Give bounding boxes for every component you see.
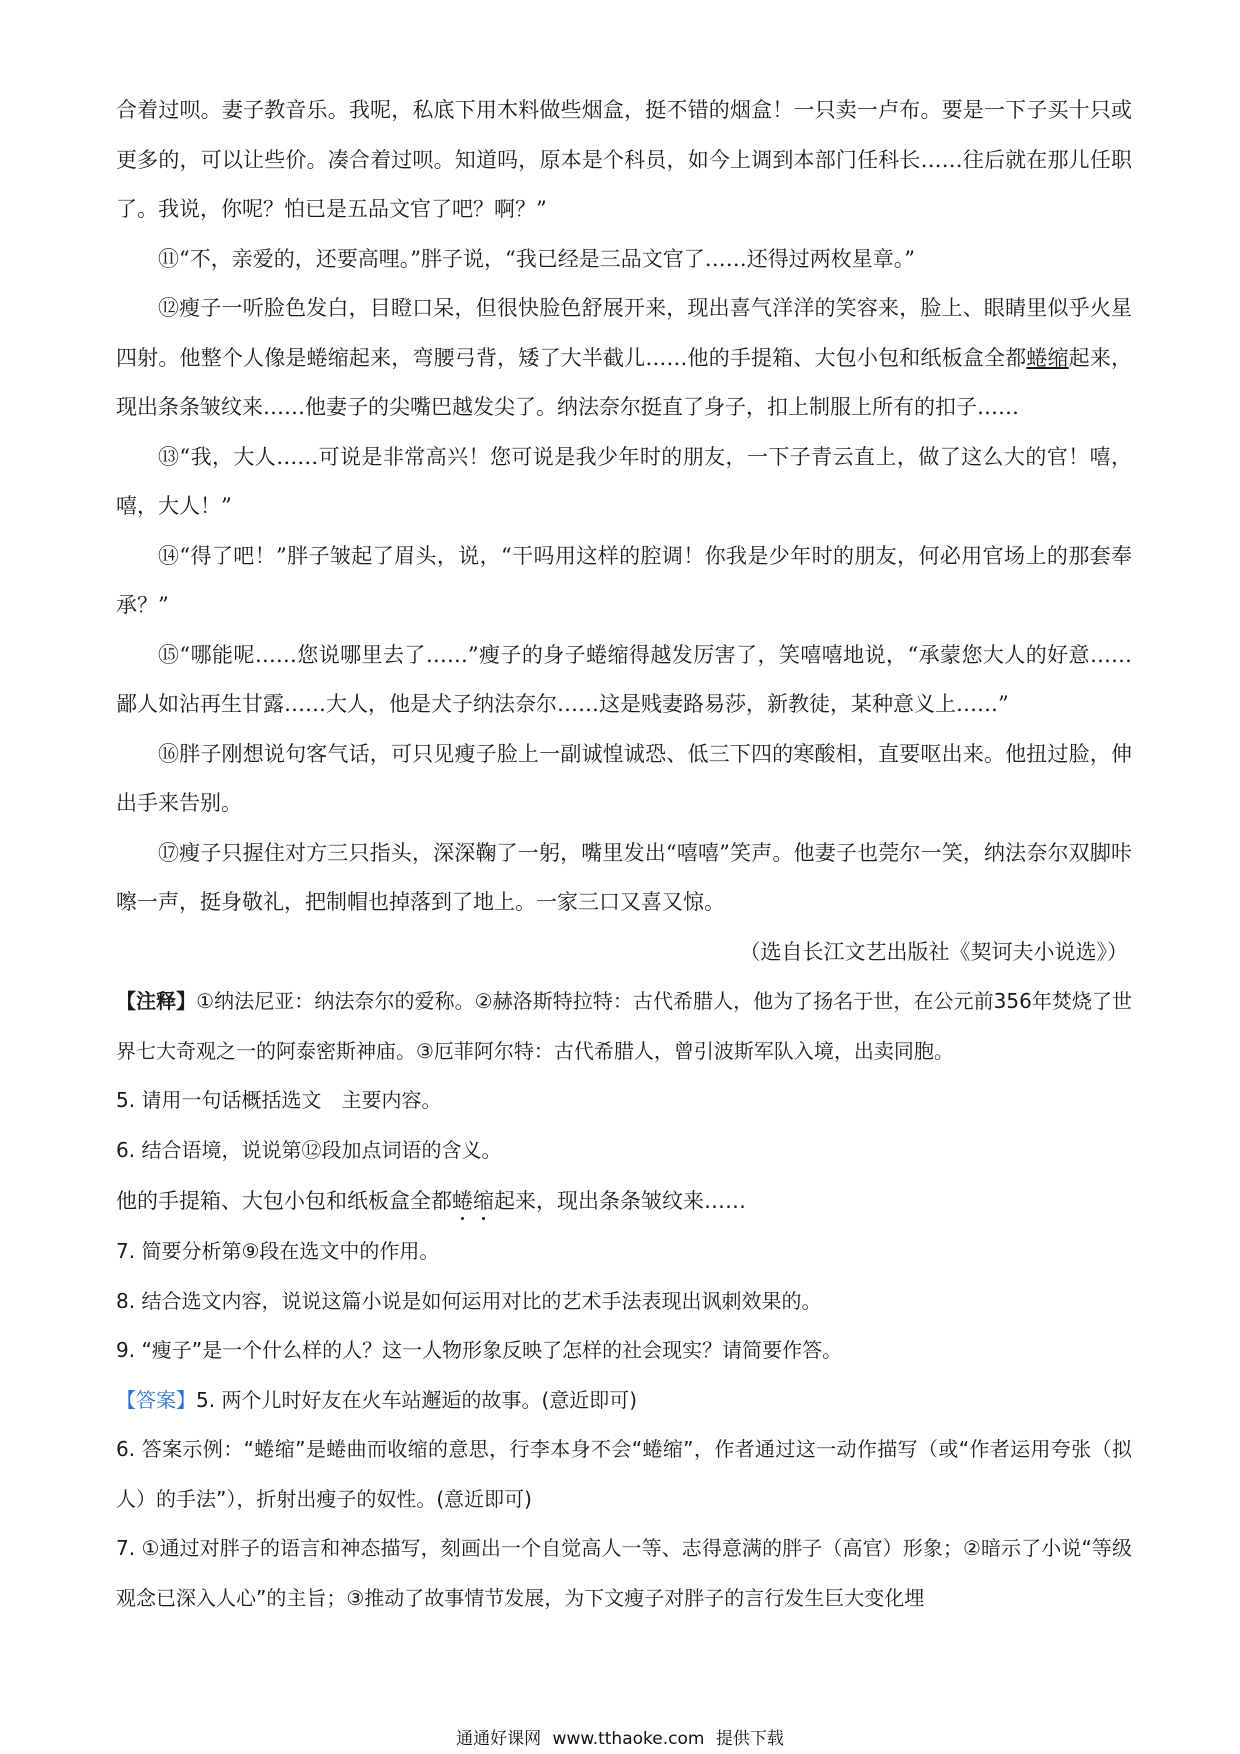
source-citation: （选自长江文艺出版社《契诃夫小说选》） — [739, 939, 1128, 964]
footer-site-name: 通通好课网 — [456, 1729, 542, 1749]
answer-5 — [116, 1376, 1132, 1426]
notes-text: ①纳法尼亚：纳法奈尔的爱称。②赫洛斯特拉特：古代希腊人，他为了扬名于世，在公元前356年焚烧了世界七大奇观之一的阿泰密斯神庙。③厄菲阿尔特：古代希腊人，曾引波斯军队入境，出卖同胞。 — [116, 989, 1132, 1063]
paragraph-11: ⑪“不，亲爱的，还要高哩。”胖子说，“我已经是三品文官了……还得过两枚星章。” — [158, 246, 915, 271]
paragraph-12-part-b: 起来，现出条条皱纹来……他妻子的尖嘴巴越发尖了。纳法奈尔挺直了身子，扣上制服上所有的扣子…… — [116, 345, 1133, 419]
quote-part-b: 起来，现出条条皱纹来…… — [494, 1189, 746, 1213]
question-5: 5. 请用一句话概括选文 主要内容。 — [116, 1088, 442, 1112]
paragraph-16: ⑯胖子刚想说句客气话，可只见瘦子脸上一副诚惶诚恐、低三下四的寒酸相，直要呕出来。他扭过脸，伸出手来告别。 — [116, 741, 1132, 815]
answer-tag: 【答案】 — [116, 1387, 196, 1412]
document-body — [116, 86, 1132, 1623]
footer-url[interactable]: www.tthaoke.com — [552, 1729, 705, 1749]
question-6: 6. 结合语境，说说第⑫段加点词语的含义。 — [116, 1137, 502, 1162]
underlined-word: 蜷缩 — [1026, 345, 1069, 370]
question-6-quote — [116, 1175, 1132, 1227]
notes-tag: 【注释】 — [116, 989, 197, 1013]
question-7: 7. 简要分析第⑨段在选文中的作用。 — [116, 1239, 440, 1263]
question-9: 9. “瘦子”是一个什么样的人？这一人物形象反映了怎样的社会现实？请简要作答。 — [116, 1338, 843, 1362]
paragraph-13: ⑬“我，大人……可说是非常高兴！您可说是我少年时的朋友，一下子青云直上，做了这么大的官！嘻，嘻，大人！” — [116, 444, 1132, 518]
paragraph-12 — [116, 284, 1132, 433]
dotted-char-1: 蜷 — [452, 1189, 473, 1213]
paragraph-14: ⑭“得了吧！”胖子皱起了眉头，说，“干吗用这样的腔调！你我是少年时的朋友，何必用官场上的那套奉承？” — [116, 543, 1132, 617]
paragraph-continued: 合着过呗。妻子教音乐。我呢，私底下用木料做些烟盒，挺不错的烟盒！一只卖一卢布。要是一下子买十只或更多的，可以让些价。凑合着过呗。知道吗，原本是个科员，如今上调到本部门任科长……往后就在那儿任职了。我说，你呢？怕已是五品文官了吧？啊？” — [116, 98, 1132, 221]
dotted-char-2: 缩 — [473, 1189, 494, 1213]
question-8: 8. 结合选文内容，说说这篇小说是如何运用对比的艺术手法表现出讽刺效果的。 — [116, 1288, 822, 1313]
annotation-notes — [116, 977, 1132, 1076]
paragraph-17: ⑰瘦子只握住对方三只指头，深深鞠了一躬，嘴里发出“嘻嘻”笑声。他妻子也莞尔一笑，纳法奈尔双脚咔嚓一声，挺身敬礼，把制帽也掉落到了地上。一家三口又喜又惊。 — [116, 840, 1132, 914]
answer-5-text: 5. 两个儿时好友在火车站邂逅的故事。(意近即可) — [196, 1387, 638, 1412]
page-footer — [0, 1724, 1240, 1749]
footer-suffix: 提供下载 — [715, 1729, 784, 1749]
paragraph-15: ⑮“哪能呢……您说哪里去了……”瘦子的身子蜷缩得越发厉害了，笑嘻嘻地说，“承蒙您大人的好意……鄙人如沾再生甘露……大人，他是犬子纳法奈尔……这是贱妻路易莎，新教徒，某种意义上……” — [116, 642, 1132, 716]
quote-part-a: 他的手提箱、大包小包和纸板盒全都 — [116, 1189, 452, 1213]
answer-7: 7. ①通过对胖子的语言和神态描写，刻画出一个自觉高人一等、志得意满的胖子（高官）形象；②暗示了小说“等级观念已深入人心”的主旨；③推动了故事情节发展，为下文瘦子对胖子的言行发生巨大变化埋 — [116, 1536, 1132, 1610]
answer-6: 6. 答案示例：“蜷缩”是蜷曲而收缩的意思，行李本身不会“蜷缩”，作者通过这一动作描写（或“作者运用夸张（拟人）的手法”），折射出瘦子的奴性。(意近即可) — [116, 1437, 1132, 1511]
paragraph-12-part-a: ⑫瘦子一听脸色发白，目瞪口呆，但很快脸色舒展开来，现出喜气洋洋的笑容来，脸上、眼睛里似乎火星四射。他整个人像是蜷缩起来，弯腰弓背，矮了大半截儿……他的手提箱、大包小包和纸板盒全都 — [116, 296, 1132, 370]
